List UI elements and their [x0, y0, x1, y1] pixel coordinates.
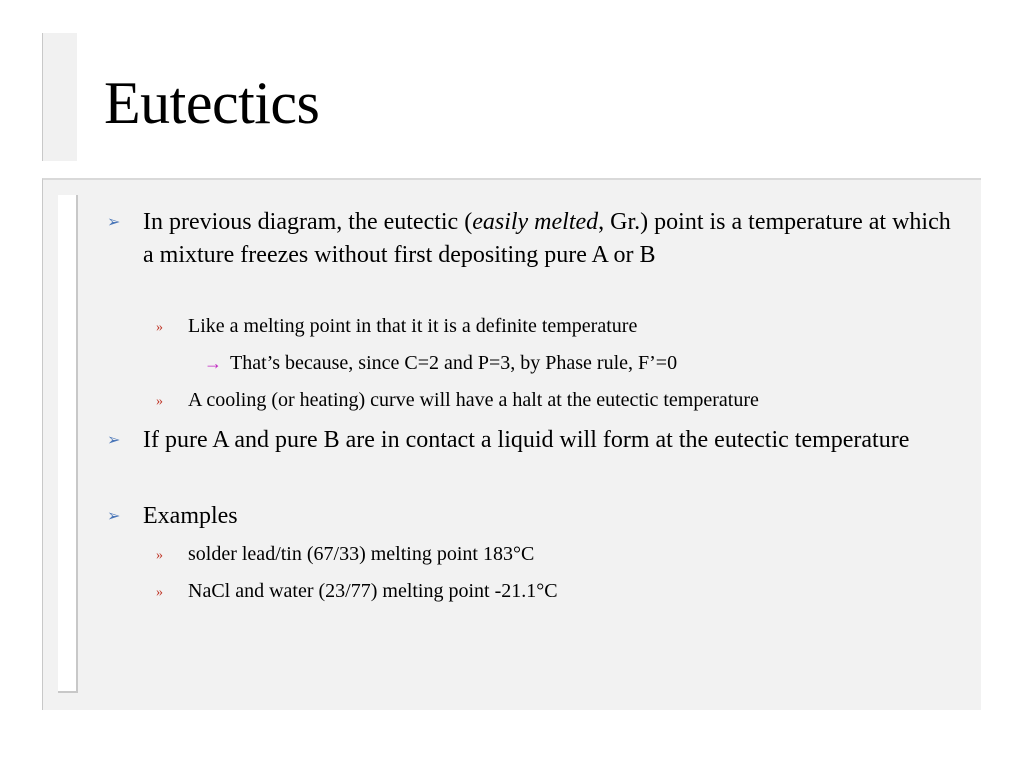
double-chevron-bullet-icon: » [156, 320, 163, 335]
sub-bullet-nacl [156, 578, 968, 605]
bullet-text: , Gr.) point is a temperature at which a mixture freezes without first depositing pure A or B [143, 209, 951, 268]
bullet-text: If pure A and pure B are in contact a liquid will form at the eutectic temperature [143, 427, 910, 453]
right-arrow-bullet-icon: → [204, 353, 222, 373]
sub-sub-bullet-text: That’s because, since C=2 and P=3, by Phase rule, F’=0 [230, 352, 678, 374]
bullet-text: In previous diagram, the eutectic ( [143, 209, 473, 235]
content-accent-stripe [58, 195, 78, 693]
arrow-bullet-icon: ➢ [107, 508, 121, 525]
slide-title: Eutectics [104, 70, 320, 136]
sub-bullet-text: A cooling (or heating) curve will have a halt at the eutectic temperature [188, 389, 759, 411]
title-accent-bar [42, 33, 77, 161]
arrow-bullet-icon: ➢ [107, 214, 121, 231]
sub-bullet-text: solder lead/tin (67/33) melting point 183°C [188, 543, 535, 565]
bullet-text: Examples [143, 503, 238, 529]
arrow-bullet-icon: ➢ [107, 432, 121, 449]
bullet-examples [107, 500, 963, 533]
double-chevron-bullet-icon: » [156, 548, 163, 563]
sub-sub-bullet-phase-rule [204, 350, 960, 377]
bullet-text-emphasis: easily melted [472, 209, 599, 235]
bullet-eutectic-definition [107, 206, 963, 272]
sub-bullet-text: Like a melting point in that it it is a definite temperature [188, 315, 638, 337]
sub-bullet-solder [156, 541, 968, 568]
double-chevron-bullet-icon: » [156, 585, 163, 600]
double-chevron-bullet-icon: » [156, 394, 163, 409]
sub-bullet-cooling-curve [156, 387, 968, 414]
sub-bullet-text: NaCl and water (23/77) melting point -21.1°C [188, 580, 558, 602]
bullet-contact-liquid [107, 424, 963, 457]
sub-bullet-melting-point [156, 313, 968, 340]
